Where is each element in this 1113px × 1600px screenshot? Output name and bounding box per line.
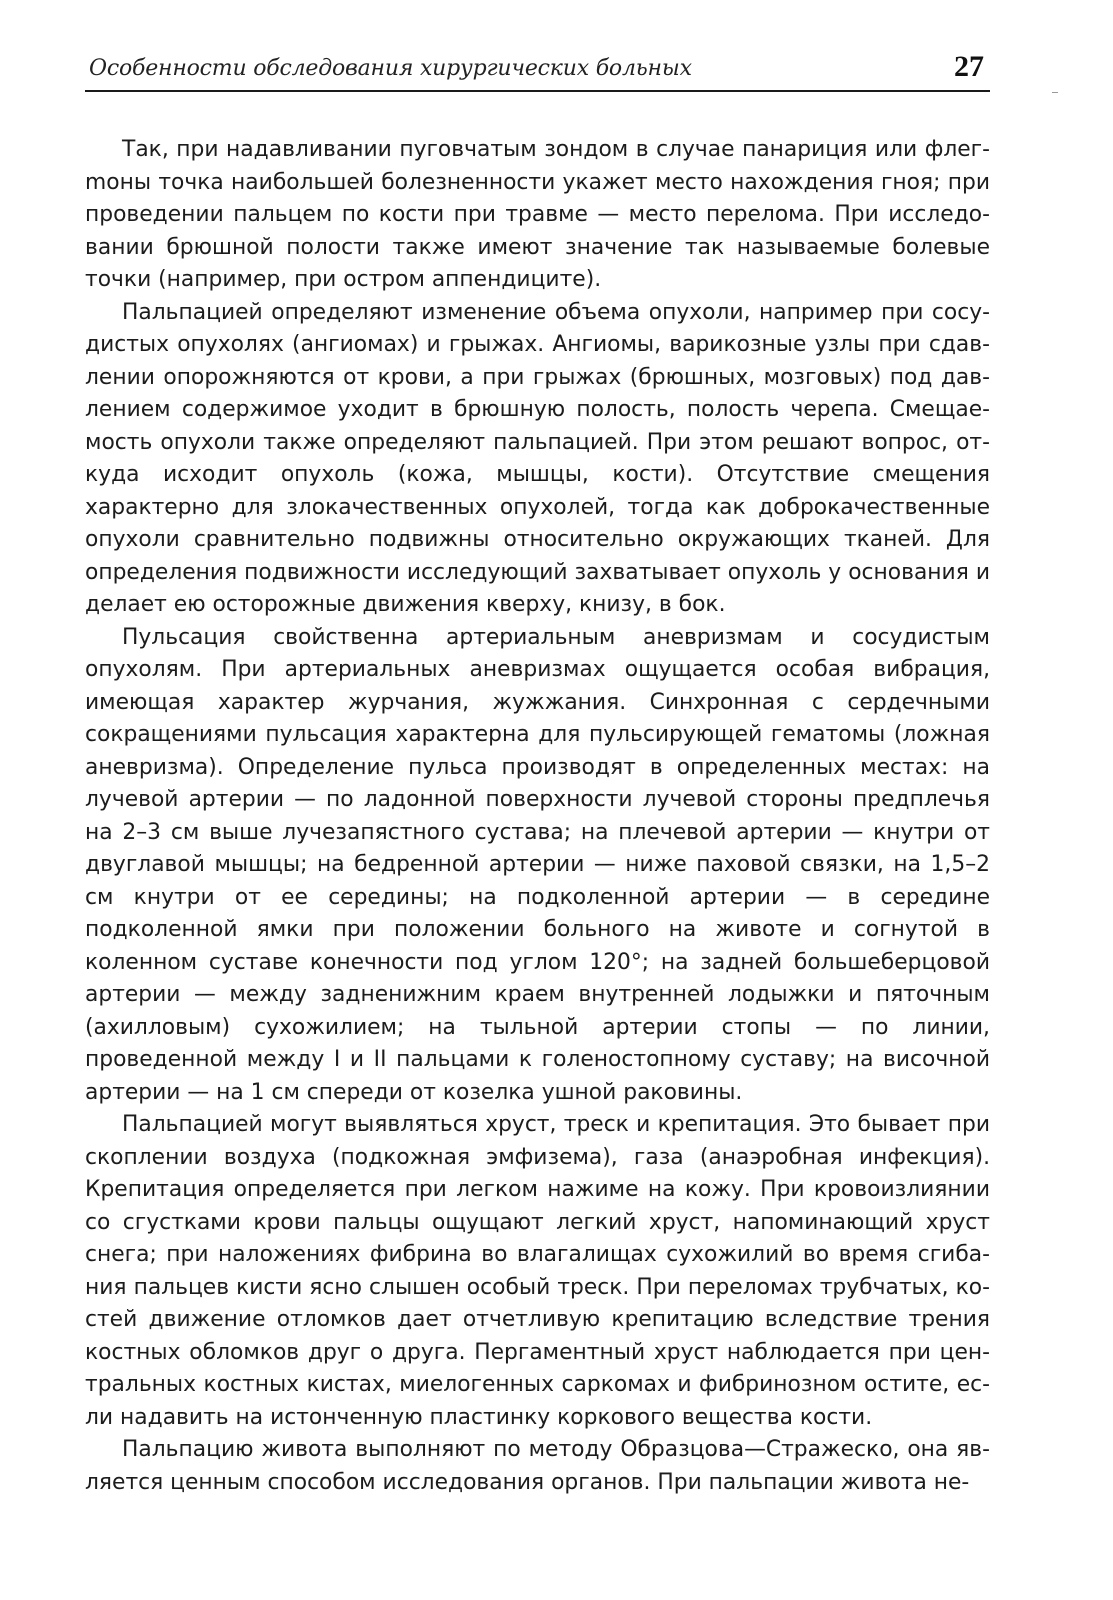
paragraph: Пальпацией могут выявляться хруст, треск и крепитация. Это бывает при скоплении воздуха (подкожная эмфизема), газа (анаэробная инфекция). Крепитация определяется при легком нажиме на кожу. При кровоизлиянии со сгустками крови пальцы ощущают легкий хруст, напоминающий хруст снега; при наложениях фибрина во влагалищах сухожилий во время сгибания пальцев кисти ясно слышен особый треск. При переломах трубчатых, костей движение отломков дает отчетливую крепитацию вследствие трения костных обломков друг о друга. Пергаментный хруст наблюдается при центральных костных кистах, миелогенных саркомах и фибринозном остите, если надавить на истонченную пластинку коркового вещества кости. <box>85 1112 990 1430</box>
body-text <box>85 134 990 1499</box>
running-header <box>85 48 990 92</box>
paragraph: Так, при надавливании пуговчатым зондом в случае панариция или флегmоны точка наибольшей болезненности укажет место нахождения гноя; при проведении пальцем по кости при травме — место перелома. При исследовании брюшной полости также имеют значение так называемые болевые точки (например, при остром аппендиците). <box>85 137 990 292</box>
page-number: 27 <box>954 50 984 83</box>
book-page <box>85 48 990 1499</box>
paragraph: Пульсация свойственна артериальным аневризмам и сосудистым опухолям. При артериальных аневризмах ощущается особая вибрация, имеющая характер журчания, жужжания. Синхронная с сердечными сокращениями пульсация характерна для пульсирующей гематомы (ложная аневризма). Определение пульса производят в определенных местах: на лучевой артерии — по ладонной поверхности лучевой стороны предплечья на 2–3 см выше лучезапястного сустава; на плечевой артерии — кнутри от двуглавой мышцы; на бедренной артерии — ниже паховой связки, на 1,5–2 см кнутри от ее середины; на подколенной артерии — в середине подколенной ямки при положении больного на животе и согнутой в коленном суставе конечности под углом 120°; на задней большеберцовой артерии — между задненижним краем внутренней лодыжки и пяточным (ахилловым) сухожилием; на тыльной артерии стопы — по линии, проведенной между I и II пальцами к голеностопному суставу; на височной артерии — на 1 см спереди от козелка ушной раковины. <box>85 624 990 1105</box>
paragraph: Пальпацией определяют изменение объема опухоли, например при сосудистых опухолях (ангиомах) и грыжах. Ангиомы, варикозные узлы при сдавлении опорожняются от крови, а при грыжах (брюшных, мозговых) под давлением содержимое уходит в брюшную полость, полость черепа. Смещаемость опухоли также определяют пальпацией. При этом решают вопрос, откуда исходит опухоль (кожа, мышцы, кости). Отсутствие смещения характерно для злокачественных опухолей, тогда как доброкачественные опухоли сравнительно подвижны относительно окружающих тканей. Для определения подвижности исследующий захватывает опухоль у основания и делает ею осторожные движения кверху, книзу, в бок. <box>85 299 990 617</box>
margin-mark <box>1052 92 1058 93</box>
paragraph: Пальпацию живота выполняют по методу Образцова—Стражеско, она является ценным способом исследования органов. При пальпации живота не- <box>85 1437 990 1495</box>
running-title: Особенности обследования хирургических больных <box>89 56 692 81</box>
